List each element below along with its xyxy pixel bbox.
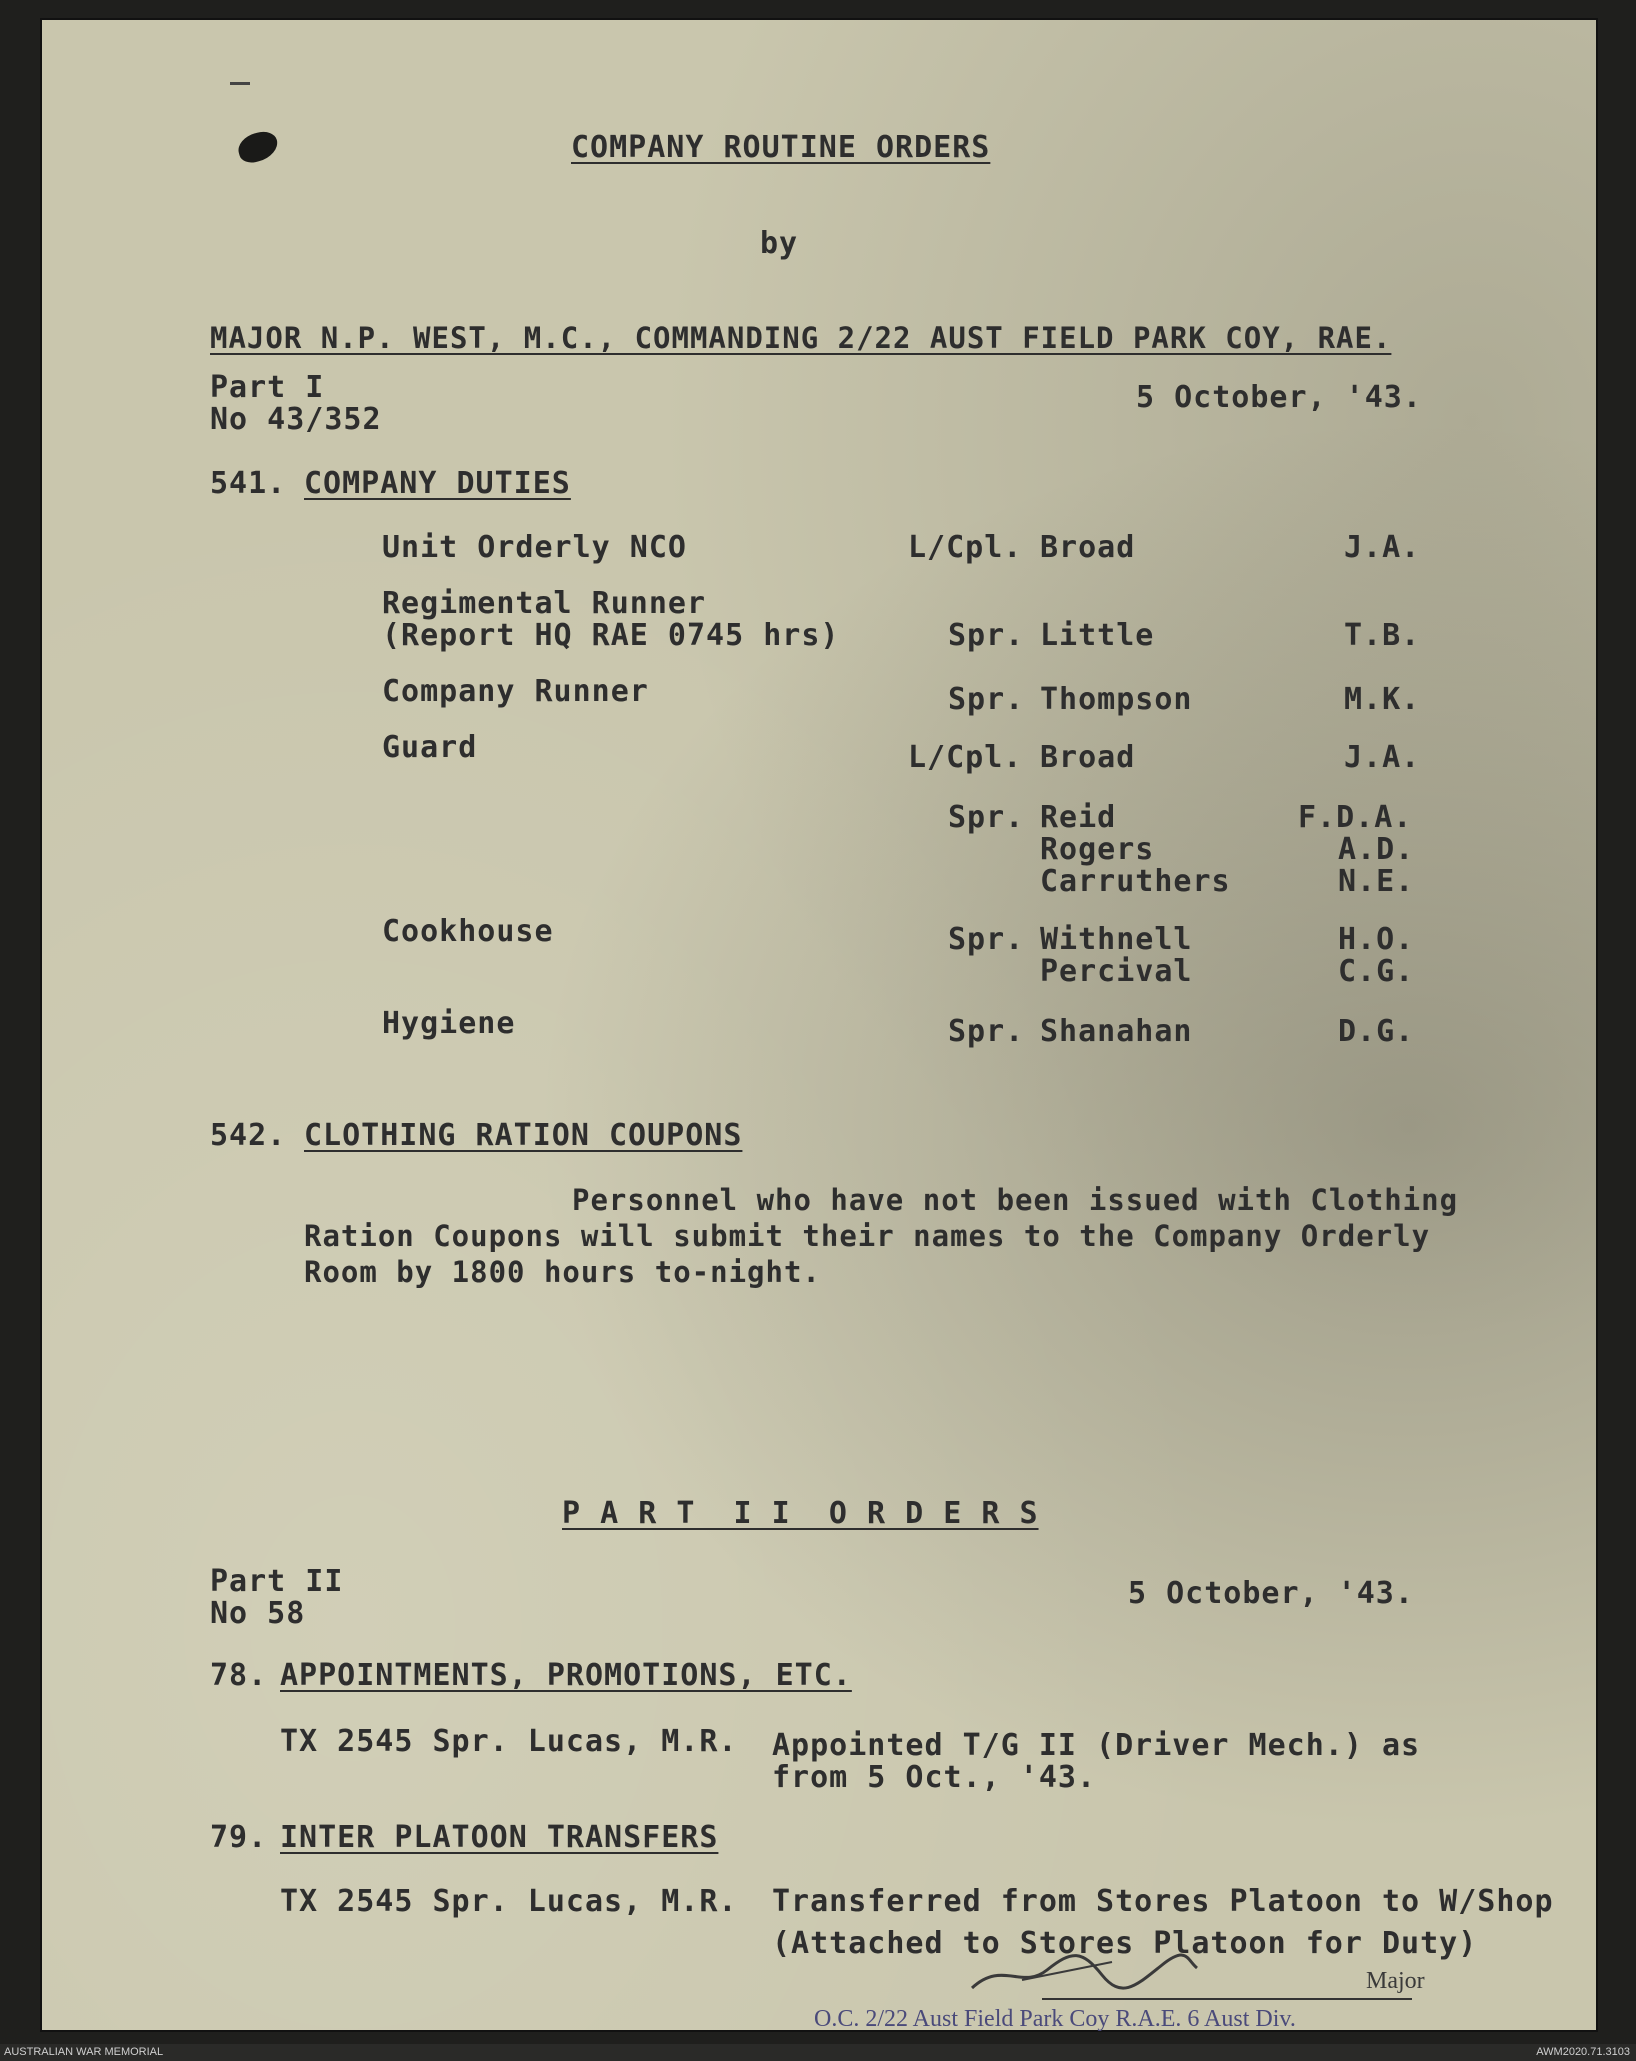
duty-rank: L/Cpl. — [908, 740, 1023, 775]
footer-institution: AUSTRALIAN WAR MEMORIAL — [4, 2046, 164, 2058]
duty-initials: N.E. — [1338, 864, 1415, 899]
section-79-text: (Attached to Stores Platoon for Duty) — [772, 1926, 1478, 1961]
duty-initials: J.A. — [1344, 530, 1421, 565]
signature-rank: Major — [1366, 1968, 1425, 1994]
duty-name: Broad — [1040, 530, 1136, 565]
duty-role: Hygiene — [382, 1006, 516, 1041]
document-title: COMPANY ROUTINE ORDERS — [571, 130, 991, 165]
duty-role: Guard — [382, 730, 478, 765]
section-542-line: Ration Coupons will submit their names to the Company Orderly — [304, 1219, 1431, 1253]
section-541-number: 541. — [210, 466, 287, 501]
ink-mark — [230, 82, 250, 85]
section-78-person: TX 2545 Spr. Lucas, M.R. — [280, 1724, 738, 1759]
section-542-number: 542. — [210, 1118, 287, 1153]
signature-mark — [962, 1940, 1202, 2000]
duty-name: Rogers — [1040, 832, 1155, 867]
duty-name: Shanahan — [1040, 1014, 1193, 1049]
footer-accession: AWM2020.71.3103 — [1536, 2046, 1630, 2058]
part1-number: No 43/352 — [210, 402, 382, 437]
duty-initials: D.G. — [1338, 1014, 1415, 1049]
duty-initials: F.D.A. — [1298, 800, 1413, 835]
duty-name: Percival — [1040, 954, 1193, 989]
duty-initials: C.G. — [1338, 954, 1415, 989]
duty-rank: Spr. — [948, 800, 1025, 835]
duty-role: Company Runner — [382, 674, 649, 709]
section-541-heading: COMPANY DUTIES — [304, 466, 571, 501]
part1-label: Part I — [210, 370, 325, 405]
part2-number: No 58 — [210, 1596, 306, 1631]
duty-role: Cookhouse — [382, 914, 554, 949]
duty-initials: T.B. — [1344, 618, 1421, 653]
signature-line — [1042, 1998, 1412, 2000]
section-542-line: Personnel who have not been issued with Clothing — [572, 1183, 1459, 1217]
duty-rank: Spr. — [948, 1014, 1025, 1049]
duty-name: Thompson — [1040, 682, 1193, 717]
part1-date: 5 October, '43. — [1136, 380, 1422, 415]
section-542-line: Room by 1800 hours to-night. — [304, 1255, 821, 1289]
duty-initials: M.K. — [1344, 682, 1421, 717]
part2-heading: P A R T I I O R D E R S — [562, 1496, 1039, 1531]
duty-rank: Spr. — [948, 682, 1025, 717]
section-78-number: 78. — [210, 1658, 268, 1693]
part2-label: Part II — [210, 1564, 344, 1599]
duty-role: Regimental Runner — [382, 586, 707, 621]
unit-stamp: O.C. 2/22 Aust Field Park Coy R.A.E. 6 Aust Div. — [814, 2006, 1296, 2032]
duty-rank: Spr. — [948, 922, 1025, 957]
commander-line: MAJOR N.P. WEST, M.C., COMMANDING 2/22 AUST FIELD PARK COY, RAE. — [210, 321, 1392, 355]
duty-role: Unit Orderly NCO — [382, 530, 687, 565]
duty-initials: H.O. — [1338, 922, 1415, 957]
duty-name: Broad — [1040, 740, 1136, 775]
section-78-heading: APPOINTMENTS, PROMOTIONS, ETC. — [280, 1658, 852, 1693]
duty-name: Carruthers — [1040, 864, 1231, 899]
duty-initials: A.D. — [1338, 832, 1415, 867]
duty-initials: J.A. — [1344, 740, 1421, 775]
section-79-number: 79. — [210, 1820, 268, 1855]
part2-date: 5 October, '43. — [1128, 1576, 1414, 1611]
duty-role-note: (Report HQ RAE 0745 hrs) — [382, 618, 840, 653]
section-78-text: from 5 Oct., '43. — [772, 1760, 1097, 1795]
section-79-person: TX 2545 Spr. Lucas, M.R. — [280, 1884, 738, 1919]
section-79-heading: INTER PLATOON TRANSFERS — [280, 1820, 719, 1855]
by-line: by — [760, 226, 799, 261]
duty-name: Little — [1040, 618, 1155, 653]
section-79-text: Transferred from Stores Platoon to W/Shop — [772, 1884, 1554, 1919]
section-542-heading: CLOTHING RATION COUPONS — [304, 1118, 743, 1153]
document-page — [42, 20, 1596, 2030]
paper-hole — [235, 128, 281, 165]
section-78-text: Appointed T/G II (Driver Mech.) as — [772, 1728, 1421, 1763]
duty-rank: Spr. — [948, 618, 1025, 653]
duty-rank: L/Cpl. — [908, 530, 1023, 565]
duty-name: Withnell — [1040, 922, 1193, 957]
duty-name: Reid — [1040, 800, 1117, 835]
